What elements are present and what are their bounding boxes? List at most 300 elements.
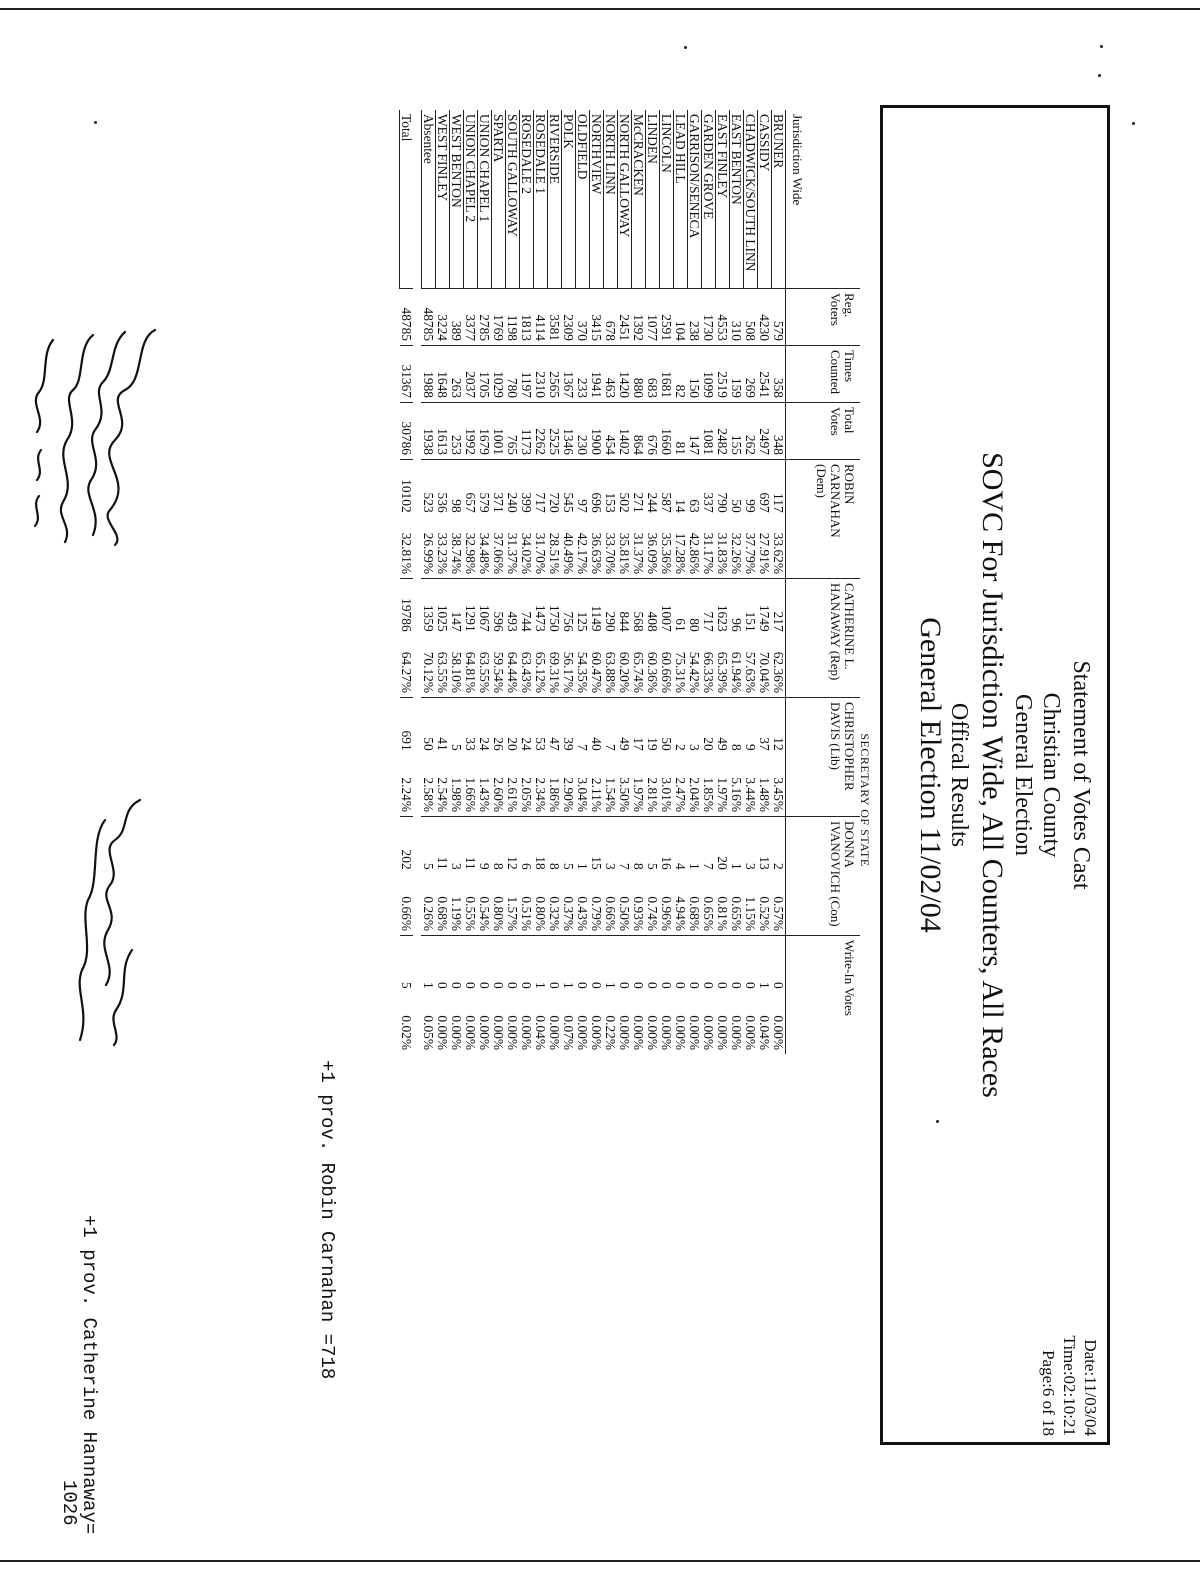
cell-c2: 19786: [400, 579, 414, 636]
cell-p1: 32.81%: [399, 532, 415, 574]
jurisdiction-name: SPARTA: [492, 110, 506, 289]
cell-c4: 6: [520, 817, 534, 874]
cell-reg: 1813: [520, 289, 534, 346]
cell-p5: 0.00%: [491, 1015, 506, 1050]
provisional-note-hanaway-total: 1026: [58, 1480, 80, 1526]
cell-p5: 0.00%: [519, 1015, 534, 1050]
cell-times: 82: [674, 346, 688, 403]
cell-c5: 0: [464, 936, 478, 993]
cell-times: 1941: [590, 346, 604, 403]
cell-c5: 0: [492, 936, 506, 993]
cell-reg: 4553: [716, 289, 730, 346]
column-header: Write-In Votes: [786, 936, 861, 1055]
cell-c1: 244: [646, 460, 660, 517]
cell-p2: 69.31%: [547, 651, 562, 693]
cell-c1: 98: [450, 460, 464, 517]
cell-p5: 0.05%: [421, 1015, 436, 1050]
jurisdiction-name: POLK: [562, 110, 576, 289]
table-row: [772, 110, 786, 1054]
cell-reg: 3415: [590, 289, 604, 346]
table-row: [632, 110, 646, 1054]
cell-p1: 35.81%: [617, 532, 632, 574]
cell-reg: 2451: [618, 289, 632, 346]
cell-total: 1992: [464, 403, 478, 460]
cell-p2: 54.42%: [687, 651, 702, 693]
cell-times: 880: [632, 346, 646, 403]
jurisdiction-name: LINDEN: [646, 110, 660, 289]
cell-p4: 0.74%: [645, 896, 660, 931]
cell-c4: 18: [534, 817, 548, 874]
table-row: [646, 110, 660, 1054]
table-row: [758, 110, 772, 1054]
table-row: [730, 110, 744, 1054]
cell-times: 2037: [464, 346, 478, 403]
jurisdiction-name: GARRISON/SENECA: [688, 110, 702, 289]
cell-p3: 5.16%: [729, 777, 744, 812]
cell-p3: 2.24%: [399, 777, 415, 812]
cell-p5: 0.07%: [561, 1015, 576, 1050]
cell-p5: 0.00%: [701, 1015, 716, 1050]
cell-p2: 61.94%: [729, 651, 744, 693]
table-row: [604, 110, 618, 1054]
cell-total: 262: [744, 403, 758, 460]
cell-p3: 3.04%: [575, 777, 590, 812]
cell-total: 1081: [702, 403, 716, 460]
table-row: [548, 110, 562, 1054]
cell-c5: 0: [576, 936, 590, 993]
cell-p2: 60.20%: [617, 651, 632, 693]
cell-total: 1679: [478, 403, 492, 460]
cell-c5: 0: [618, 936, 632, 993]
cell-p4: 0.96%: [659, 896, 674, 931]
cell-p4: 0.81%: [715, 896, 730, 931]
cell-p5: 0.00%: [505, 1015, 520, 1050]
cell-total: 1613: [436, 403, 450, 460]
race-title: SECRETARY OF STATE: [858, 733, 872, 867]
cell-p1: 31.83%: [715, 532, 730, 574]
column-header: CATHERINE L. HANAWAY (Rep): [786, 579, 861, 698]
cell-p3: 3.01%: [659, 777, 674, 812]
cell-total: 1900: [590, 403, 604, 460]
cell-c5: 0: [632, 936, 646, 993]
cell-p2: 75.31%: [673, 651, 688, 693]
cell-c2: 1749: [758, 579, 772, 636]
cell-reg: 3377: [464, 289, 478, 346]
cell-reg: 4114: [534, 289, 548, 346]
table-row: [702, 110, 716, 1054]
cell-c1: 371: [492, 460, 506, 517]
cell-p1: 32.98%: [463, 532, 478, 574]
cell-p3: 2.34%: [533, 777, 548, 812]
cell-c2: 151: [744, 579, 758, 636]
cell-c4: 202: [400, 817, 414, 874]
cell-times: 1681: [660, 346, 674, 403]
cell-c3: 49: [716, 698, 730, 755]
jurisdiction-name: NORTH GALLOWAY: [618, 110, 632, 289]
cell-c1: 117: [772, 460, 786, 517]
cell-p2: 70.04%: [757, 651, 772, 693]
cell-p3: 2.05%: [519, 777, 534, 812]
jurisdiction-name: Total: [400, 110, 414, 289]
cell-total: 454: [604, 403, 618, 460]
cell-reg: 370: [576, 289, 590, 346]
cell-times: 1420: [618, 346, 632, 403]
table-row: [492, 110, 506, 1054]
cell-p2: 63.55%: [435, 651, 450, 693]
cell-p1: 34.02%: [519, 532, 534, 574]
cell-c4: 3: [744, 817, 758, 874]
cell-c5: 0: [688, 936, 702, 993]
cell-times: 150: [688, 346, 702, 403]
cell-times: 2519: [716, 346, 730, 403]
cell-reg: 3224: [436, 289, 450, 346]
jurisdiction-name: WEST FINLEY: [436, 110, 450, 289]
cell-total: 348: [772, 403, 786, 460]
cell-c5: 0: [716, 936, 730, 993]
cell-c1: 337: [702, 460, 716, 517]
cell-p2: 70.12%: [421, 651, 436, 693]
cell-reg: 579: [772, 289, 786, 346]
cell-c4: 11: [464, 817, 478, 874]
cell-times: 2541: [758, 346, 772, 403]
cell-p5: 0.00%: [449, 1015, 464, 1050]
cell-p1: 26.99%: [421, 532, 436, 574]
cell-p1: 35.36%: [659, 532, 674, 574]
cell-c1: 502: [618, 460, 632, 517]
cell-c4: 7: [618, 817, 632, 874]
cell-c4: 8: [548, 817, 562, 874]
cell-p1: 37.06%: [491, 532, 506, 574]
cell-p3: 2.61%: [505, 777, 520, 812]
cell-total: 765: [506, 403, 520, 460]
jurisdiction-name: CHADWICK/SOUTH LINN: [744, 110, 758, 289]
cell-c4: 16: [660, 817, 674, 874]
cell-c4: 1: [576, 817, 590, 874]
cell-c2: 1067: [478, 579, 492, 636]
cell-p4: 0.32%: [547, 896, 562, 931]
cell-c3: 50: [422, 698, 436, 755]
cell-p5: 0.00%: [477, 1015, 492, 1050]
cell-total: 2262: [534, 403, 548, 460]
cell-reg: 1392: [632, 289, 646, 346]
cell-times: 263: [450, 346, 464, 403]
cell-p3: 2.90%: [561, 777, 576, 812]
cell-p2: 65.12%: [533, 651, 548, 693]
cell-c3: 24: [478, 698, 492, 755]
cell-reg: 3581: [548, 289, 562, 346]
cell-p1: 33.23%: [435, 532, 450, 574]
cell-p3: 1.97%: [715, 777, 730, 812]
cell-times: 233: [576, 346, 590, 403]
cell-c2: 217: [772, 579, 786, 636]
cell-c3: 33: [464, 698, 478, 755]
election-name: General Election: [1010, 694, 1036, 856]
total-row: [400, 110, 414, 1054]
results-status: Offical Results: [946, 702, 972, 848]
cell-p4: 1.19%: [449, 896, 464, 931]
cell-p5: 0.00%: [743, 1015, 758, 1050]
cell-reg: 104: [674, 289, 688, 346]
cell-p1: 28.51%: [547, 532, 562, 574]
cell-p5: 0.00%: [715, 1015, 730, 1050]
cell-p5: 0.00%: [575, 1015, 590, 1050]
cell-p4: 1.15%: [743, 896, 758, 931]
cell-c1: 657: [464, 460, 478, 517]
cell-reg: 2591: [660, 289, 674, 346]
cell-p1: 31.70%: [533, 532, 548, 574]
cell-c1: 97: [576, 460, 590, 517]
cell-c3: 39: [562, 698, 576, 755]
cell-c5: 0: [646, 936, 660, 993]
cell-p4: 1.57%: [505, 896, 520, 931]
cell-times: 1705: [478, 346, 492, 403]
table-header-row: [786, 110, 861, 1054]
jurisdiction-name: EAST FINLEY: [716, 110, 730, 289]
jurisdiction-name: UNION CHAPEL 1: [478, 110, 492, 289]
cell-c4: 5: [562, 817, 576, 874]
table-row: [660, 110, 674, 1054]
cell-p5: 0.00%: [463, 1015, 478, 1050]
cell-c4: 5: [422, 817, 436, 874]
cell-c5: 0: [772, 936, 786, 993]
cell-p2: 54.35%: [575, 651, 590, 693]
cell-p2: 62.36%: [770, 651, 786, 693]
cell-p5: 0.04%: [533, 1015, 548, 1050]
table-row: [744, 110, 758, 1054]
cell-reg: 2785: [478, 289, 492, 346]
cell-p3: 1.85%: [701, 777, 716, 812]
cell-p2: 65.39%: [715, 651, 730, 693]
cell-p4: 4.94%: [673, 896, 688, 931]
table-row: [534, 110, 548, 1054]
cell-c3: 8: [730, 698, 744, 755]
cell-p3: 2.04%: [687, 777, 702, 812]
cell-p3: 2.58%: [421, 777, 436, 812]
cell-c5: 1: [758, 936, 772, 993]
cell-p2: 56.17%: [561, 651, 576, 693]
cell-p5: 0.00%: [547, 1015, 562, 1050]
cell-p2: 64.27%: [399, 651, 415, 693]
cell-c1: 399: [520, 460, 534, 517]
cell-reg: 508: [744, 289, 758, 346]
cell-c5: 0: [674, 936, 688, 993]
signature-cluster-2: [60, 790, 150, 1050]
cell-p3: 2.47%: [673, 777, 688, 812]
cell-times: 463: [604, 346, 618, 403]
cell-times: 1197: [520, 346, 534, 403]
report-time: Time:02:10:21: [1060, 1335, 1079, 1436]
cell-c5: 0: [702, 936, 716, 993]
report-scope: SOVC For Jurisdiction Wide, All Counters, All Races: [976, 452, 1009, 1098]
cell-c2: 744: [520, 579, 534, 636]
cell-c3: 9: [744, 698, 758, 755]
cell-times: 31367: [400, 346, 414, 403]
county-name: Christian County: [1038, 692, 1064, 858]
table-row: [674, 110, 688, 1054]
cell-p5: 0.22%: [603, 1015, 618, 1050]
cell-p2: 59.54%: [491, 651, 506, 693]
cell-p1: 31.37%: [631, 532, 646, 574]
cell-p5: 0.02%: [399, 1015, 415, 1050]
cell-c4: 4: [674, 817, 688, 874]
cell-c2: 1149: [590, 579, 604, 636]
cell-c3: 47: [548, 698, 562, 755]
cell-c2: 568: [632, 579, 646, 636]
cell-p2: 60.66%: [659, 651, 674, 693]
cell-p2: 57.63%: [743, 651, 758, 693]
cell-c1: 697: [758, 460, 772, 517]
results-table: [400, 110, 861, 1054]
table-row: [688, 110, 702, 1054]
cell-p1: 33.70%: [603, 532, 618, 574]
cell-c1: 720: [548, 460, 562, 517]
cell-c2: 125: [576, 579, 590, 636]
cell-c3: 2: [674, 698, 688, 755]
jurisdiction-name: Absentee: [422, 110, 436, 289]
cell-p3: 1.66%: [463, 777, 478, 812]
column-header: Total Votes: [786, 403, 861, 460]
cell-times: 780: [506, 346, 520, 403]
cell-c5: 1: [422, 936, 436, 993]
cell-total: 676: [646, 403, 660, 460]
cell-c1: 587: [660, 460, 674, 517]
jurisdiction-name: CASSIDY: [758, 110, 772, 289]
cell-c3: 26: [492, 698, 506, 755]
cell-p5: 0.00%: [729, 1015, 744, 1050]
cell-c3: 17: [632, 698, 646, 755]
cell-total: 1402: [618, 403, 632, 460]
cell-p2: 64.81%: [463, 651, 478, 693]
jurisdiction-name: LEAD HILL: [674, 110, 688, 289]
cell-c3: 37: [758, 698, 772, 755]
cell-c3: 7: [604, 698, 618, 755]
cell-p4: 0.68%: [687, 896, 702, 931]
jurisdiction-name: WEST BENTON: [450, 110, 464, 289]
cell-p3: 2.11%: [589, 777, 604, 812]
provisional-note-hanaway: +1 prov. Catherine Hannaway=: [78, 1215, 100, 1535]
cell-p1: 40.49%: [561, 532, 576, 574]
cell-p2: 58.10%: [449, 651, 464, 693]
table-row: [520, 110, 534, 1054]
cell-p2: 60.47%: [589, 651, 604, 693]
cell-c1: 696: [590, 460, 604, 517]
cell-reg: 4230: [758, 289, 772, 346]
cell-c4: 9: [478, 817, 492, 874]
cell-p2: 60.36%: [645, 651, 660, 693]
cell-p4: 0.79%: [589, 896, 604, 931]
cell-total: 2525: [548, 403, 562, 460]
cell-p3: 1.98%: [449, 777, 464, 812]
cell-p1: 31.37%: [505, 532, 520, 574]
cell-c3: 5: [450, 698, 464, 755]
cell-p5: 0.00%: [673, 1015, 688, 1050]
cell-p4: 0.52%: [757, 896, 772, 931]
cell-c5: 0: [520, 936, 534, 993]
cell-p1: 17.28%: [673, 532, 688, 574]
cell-c2: 1750: [548, 579, 562, 636]
cell-p2: 63.43%: [519, 651, 534, 693]
cell-c3: 19: [646, 698, 660, 755]
cell-c4: 1: [688, 817, 702, 874]
cell-p5: 0.00%: [687, 1015, 702, 1050]
cell-c5: 0: [590, 936, 604, 993]
cell-p3: 2.81%: [645, 777, 660, 812]
page-bottom-rule: [0, 1560, 1200, 1562]
jurisdiction-name: OLDFIELD: [576, 110, 590, 289]
cell-total: 230: [576, 403, 590, 460]
cell-p4: 0.80%: [491, 896, 506, 931]
cell-c4: 20: [716, 817, 730, 874]
cell-p1: 42.86%: [687, 532, 702, 574]
cell-times: 2565: [548, 346, 562, 403]
date-block: [1038, 1336, 1101, 1436]
cell-p2: 66.33%: [701, 651, 716, 693]
cell-c5: 1: [604, 936, 618, 993]
cell-p5: 0.00%: [435, 1015, 450, 1050]
cell-c4: 8: [632, 817, 646, 874]
cell-c1: 10102: [400, 460, 414, 517]
cell-times: 1367: [562, 346, 576, 403]
cell-c3: 41: [436, 698, 450, 755]
cell-p5: 0.00%: [589, 1015, 604, 1050]
cell-reg: 678: [604, 289, 618, 346]
cell-c1: 523: [422, 460, 436, 517]
page-number: Page:6 of 18: [1039, 1350, 1058, 1436]
report-title: Statement of Votes Cast: [1068, 660, 1094, 890]
table-row: [450, 110, 464, 1054]
cell-p3: 1.48%: [757, 777, 772, 812]
cell-p4: 0.65%: [729, 896, 744, 931]
table-row: [590, 110, 604, 1054]
cell-c4: 2: [772, 817, 786, 874]
cell-p3: 2.60%: [491, 777, 506, 812]
cell-c1: 790: [716, 460, 730, 517]
cell-reg: 310: [730, 289, 744, 346]
cell-c3: 3: [688, 698, 702, 755]
cell-p2: 65.74%: [631, 651, 646, 693]
scan-speck: [1100, 45, 1103, 48]
cell-c3: 12: [772, 698, 786, 755]
cell-times: 269: [744, 346, 758, 403]
cell-total: 1173: [520, 403, 534, 460]
cell-c1: 50: [730, 460, 744, 517]
cell-c2: 1007: [660, 579, 674, 636]
rotated-report: [50, 65, 1150, 1535]
cell-c4: 3: [604, 817, 618, 874]
cell-c3: 50: [660, 698, 674, 755]
cell-c1: 63: [688, 460, 702, 517]
jurisdiction-name: NORTH LINN: [604, 110, 618, 289]
cell-p4: 0.66%: [603, 896, 618, 931]
column-header: ROBIN CARNAHAN (Dem): [786, 460, 861, 579]
cell-p3: 3.45%: [770, 777, 786, 812]
jurisdiction-name: SOUTH GALLOWAY: [506, 110, 520, 289]
cell-reg: 1198: [506, 289, 520, 346]
cell-p1: 42.17%: [575, 532, 590, 574]
table-row: [436, 110, 450, 1054]
cell-c2: 147: [450, 579, 464, 636]
cell-c1: 99: [744, 460, 758, 517]
report-date: Date:11/03/04: [1081, 1339, 1100, 1436]
cell-p3: 3.50%: [617, 777, 632, 812]
cell-reg: 238: [688, 289, 702, 346]
cell-times: 1029: [492, 346, 506, 403]
cell-c2: 96: [730, 579, 744, 636]
cell-p4: 0.57%: [770, 896, 786, 931]
cell-c2: 80: [688, 579, 702, 636]
cell-c3: 691: [400, 698, 414, 755]
table-row: [506, 110, 520, 1054]
